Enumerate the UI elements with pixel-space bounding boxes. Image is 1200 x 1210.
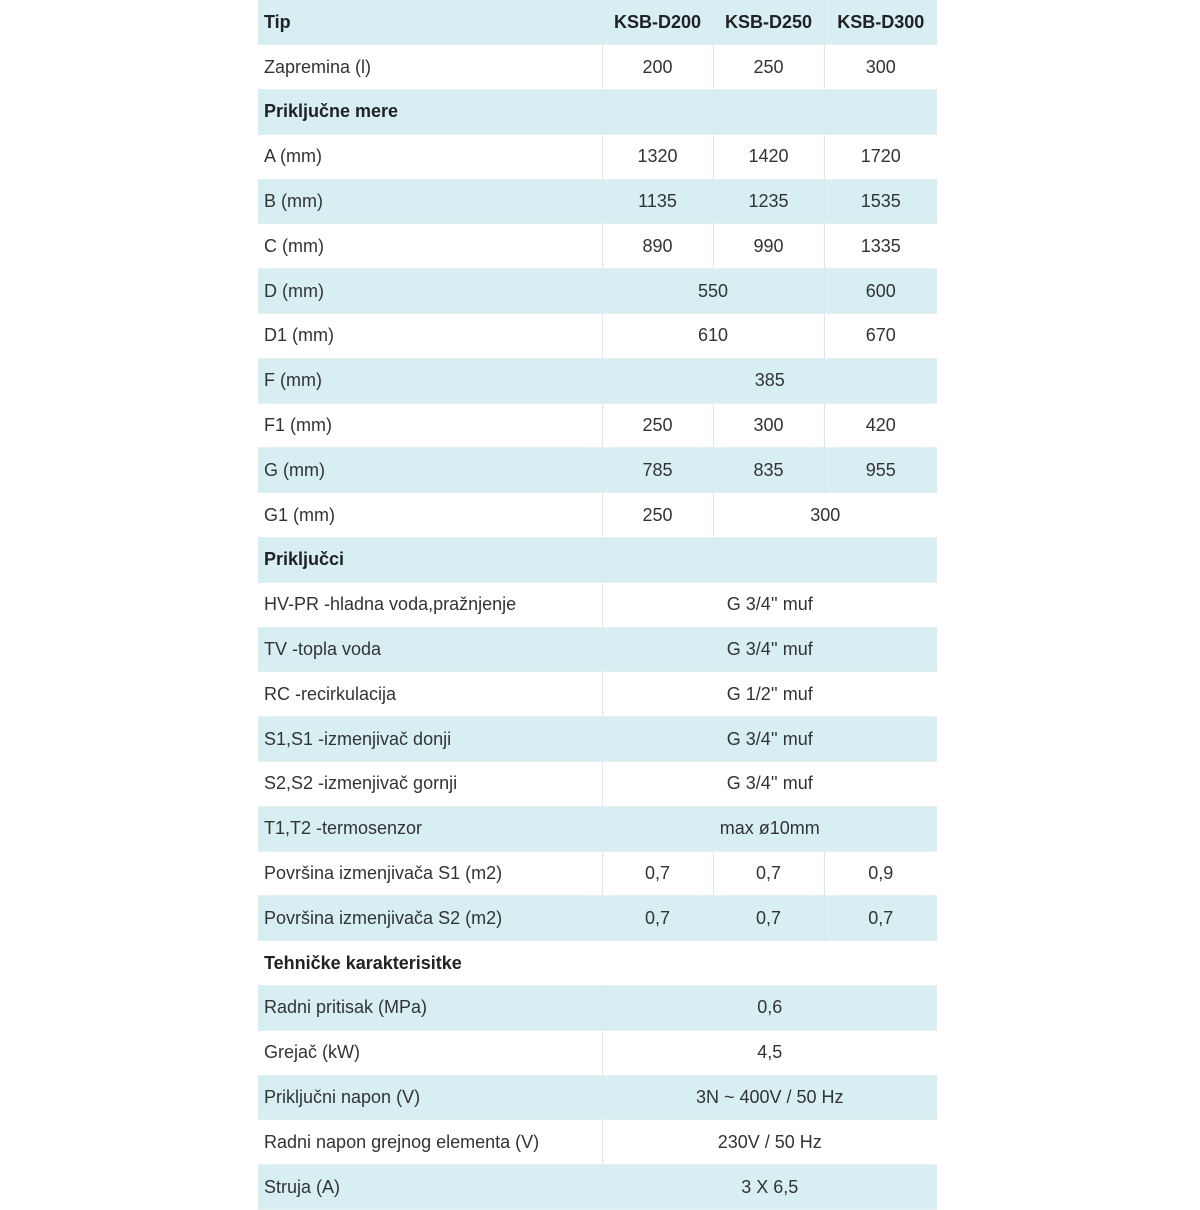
table-row: [258, 1075, 937, 1120]
row-value: G 1/2'' muf: [602, 672, 937, 717]
table-row: [258, 896, 937, 941]
row-label: D (mm): [258, 269, 602, 314]
table-row: [258, 179, 937, 224]
row-label: F1 (mm): [258, 403, 602, 448]
row-value: 1320: [602, 134, 713, 179]
row-label: S2,S2 -izmenjivač gornji: [258, 762, 602, 807]
spec-table: [258, 0, 937, 1210]
row-value: 1235: [713, 179, 824, 224]
row-label: Površina izmenjivača S1 (m2): [258, 851, 602, 896]
row-value: 1535: [824, 179, 937, 224]
row-label: Površina izmenjivača S2 (m2): [258, 896, 602, 941]
table-row: [258, 314, 937, 359]
row-label: C (mm): [258, 224, 602, 269]
row-value: G 3/4'' muf: [602, 582, 937, 627]
table-row: [258, 448, 937, 493]
table-row: [258, 1120, 937, 1165]
row-value: 1720: [824, 134, 937, 179]
section-title: Tehničke karakterisitke: [258, 941, 937, 986]
row-value: 1335: [824, 224, 937, 269]
row-label: T1,T2 -termosenzor: [258, 806, 602, 851]
row-label: F (mm): [258, 358, 602, 403]
row-value: 550: [602, 269, 824, 314]
row-label: G1 (mm): [258, 493, 602, 538]
row-value: 785: [602, 448, 713, 493]
table-header-row: [258, 0, 937, 45]
table-row: [258, 986, 937, 1031]
table-row: [258, 358, 937, 403]
row-value: 0,9: [824, 851, 937, 896]
row-value: G 3/4'' muf: [602, 762, 937, 807]
row-value: 300: [713, 493, 937, 538]
table-row: [258, 582, 937, 627]
row-value: 250: [602, 493, 713, 538]
spec-table-body: [258, 0, 937, 1210]
table-row: [258, 762, 937, 807]
row-value: 0,7: [602, 896, 713, 941]
row-value: max ø10mm: [602, 806, 937, 851]
row-value: 420: [824, 403, 937, 448]
row-value: 200: [602, 45, 713, 90]
row-label: S1,S1 -izmenjivač donji: [258, 717, 602, 762]
row-value: 3N ~ 400V / 50 Hz: [602, 1075, 937, 1120]
row-label: Zapremina (l): [258, 45, 602, 90]
section-title: Priključne mere: [258, 90, 937, 135]
table-row: [258, 627, 937, 672]
row-value: 1420: [713, 134, 824, 179]
table-row: [258, 224, 937, 269]
row-value: G 3/4'' muf: [602, 717, 937, 762]
row-value: 670: [824, 314, 937, 359]
row-label: D1 (mm): [258, 314, 602, 359]
table-row: [258, 493, 937, 538]
header-model-2: KSB-D250: [713, 0, 824, 45]
row-label: A (mm): [258, 134, 602, 179]
row-label: Struja (A): [258, 1165, 602, 1210]
section-row: [258, 538, 937, 583]
header-model-1: KSB-D200: [602, 0, 713, 45]
table-row: [258, 672, 937, 717]
row-value: 0,7: [713, 851, 824, 896]
row-value: 835: [713, 448, 824, 493]
row-label: HV-PR -hladna voda,pražnjenje: [258, 582, 602, 627]
table-row: [258, 1030, 937, 1075]
row-value: 250: [713, 45, 824, 90]
table-row: [258, 806, 937, 851]
row-label: TV -topla voda: [258, 627, 602, 672]
row-label: Grejač (kW): [258, 1030, 602, 1075]
row-value: 0,7: [824, 896, 937, 941]
row-value: 990: [713, 224, 824, 269]
row-value: 250: [602, 403, 713, 448]
header-model-3: KSB-D300: [824, 0, 937, 45]
table-row: [258, 269, 937, 314]
section-row: [258, 941, 937, 986]
section-row: [258, 90, 937, 135]
row-label: RC -recirkulacija: [258, 672, 602, 717]
section-title: Priključci: [258, 538, 937, 583]
row-value: 600: [824, 269, 937, 314]
row-value: 385: [602, 358, 937, 403]
table-row: [258, 851, 937, 896]
row-value: 955: [824, 448, 937, 493]
table-row: [258, 45, 937, 90]
row-value: 0,7: [713, 896, 824, 941]
row-value: 300: [713, 403, 824, 448]
row-value: 230V / 50 Hz: [602, 1120, 937, 1165]
row-label: B (mm): [258, 179, 602, 224]
table-row: [258, 134, 937, 179]
row-value: 3 X 6,5: [602, 1165, 937, 1210]
table-row: [258, 717, 937, 762]
row-value: 4,5: [602, 1030, 937, 1075]
row-value: 0,6: [602, 986, 937, 1031]
row-value: 300: [824, 45, 937, 90]
header-label: Tip: [258, 0, 602, 45]
row-value: 0,7: [602, 851, 713, 896]
row-label: Priključni napon (V): [258, 1075, 602, 1120]
row-label: Radni pritisak (MPa): [258, 986, 602, 1031]
row-label: Radni napon grejnog elementa (V): [258, 1120, 602, 1165]
row-value: 1135: [602, 179, 713, 224]
row-value: 610: [602, 314, 824, 359]
row-label: G (mm): [258, 448, 602, 493]
row-value: G 3/4'' muf: [602, 627, 937, 672]
row-value: 890: [602, 224, 713, 269]
table-row: [258, 403, 937, 448]
table-row: [258, 1165, 937, 1210]
